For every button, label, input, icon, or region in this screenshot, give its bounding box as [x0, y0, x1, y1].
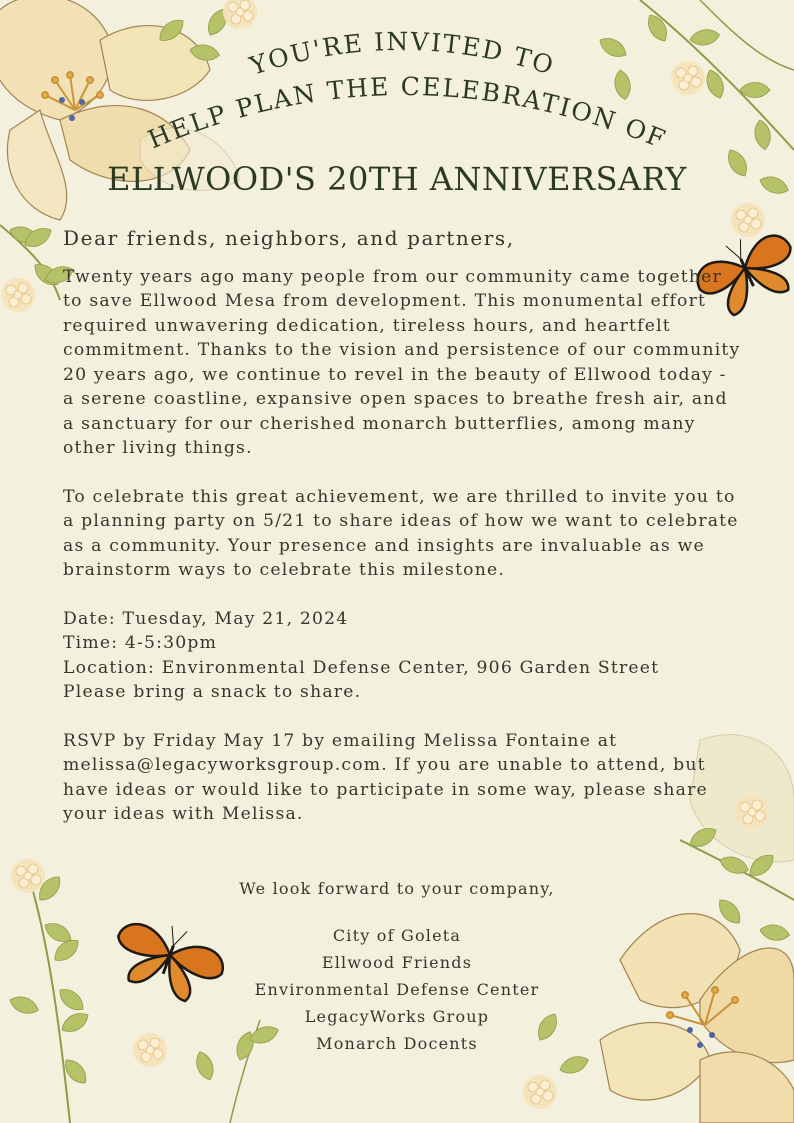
invite-line-1: YOU'RE INVITED TO — [246, 26, 559, 81]
paragraph-invitation: To celebrate this great achievement, we are thrilled to invite you to a planning party on 5/21 to share ideas of how we want to celebrate as a community. Your presence and insights are invaluable as we brainstorm ways to celebrate this milestone. — [63, 486, 739, 580]
puff-flower-bottom-center-icon — [523, 1075, 557, 1109]
page-title: ELLWOOD'S 20TH ANNIVERSARY — [107, 160, 687, 198]
svg-text:HELP PLAN THE CELEBRATION OF — [144, 72, 671, 154]
paragraph-history: Twenty years ago many people from our community came together to save Ellwood Mesa from development. This monumental effort required unwavering dedication, tireless hours, and heartfelt commitment. Thanks to the vision and persistence of our community 20 years ago, we continue to revel in the beauty of Ellwood today - a serene coastline, expansive open spaces to breathe fresh air, and a sanctuary for our cherished monarch butterflies, among many other living things. — [63, 266, 741, 458]
closing-line: We look forward to your company, — [239, 879, 555, 898]
event-location: Location: Environmental Defense Center, 906 Garden Street — [63, 657, 660, 678]
signatory-item: Monarch Docents — [316, 1034, 478, 1053]
signatory-list — [0, 922, 794, 1057]
signatory-item: LegacyWorks Group — [304, 1007, 490, 1026]
letter-body — [63, 226, 743, 827]
signatory-item: Ellwood Friends — [321, 953, 473, 972]
event-note: Please bring a snack to share. — [63, 682, 362, 702]
invite-line-2: HELP PLAN THE CELEBRATION OF — [143, 71, 671, 155]
event-date: Date: Tuesday, May 21, 2024 — [63, 608, 349, 629]
signatory-item: Environmental Defense Center — [254, 980, 540, 999]
signatory-item: City of Goleta — [332, 926, 462, 945]
event-time: Time: 4-5:30pm — [63, 633, 218, 653]
rsvp-paragraph: RSVP by Friday May 17 by emailing Melissa Fontaine at melissa@legacyworksgroup.com. If you are unable to attend, but have ideas or would like to participate in some way, please share your ideas with Melissa. — [63, 730, 708, 824]
greeting: Dear friends, neighbors, and partners, — [63, 226, 515, 250]
puff-flower-left-icon — [1, 278, 35, 312]
